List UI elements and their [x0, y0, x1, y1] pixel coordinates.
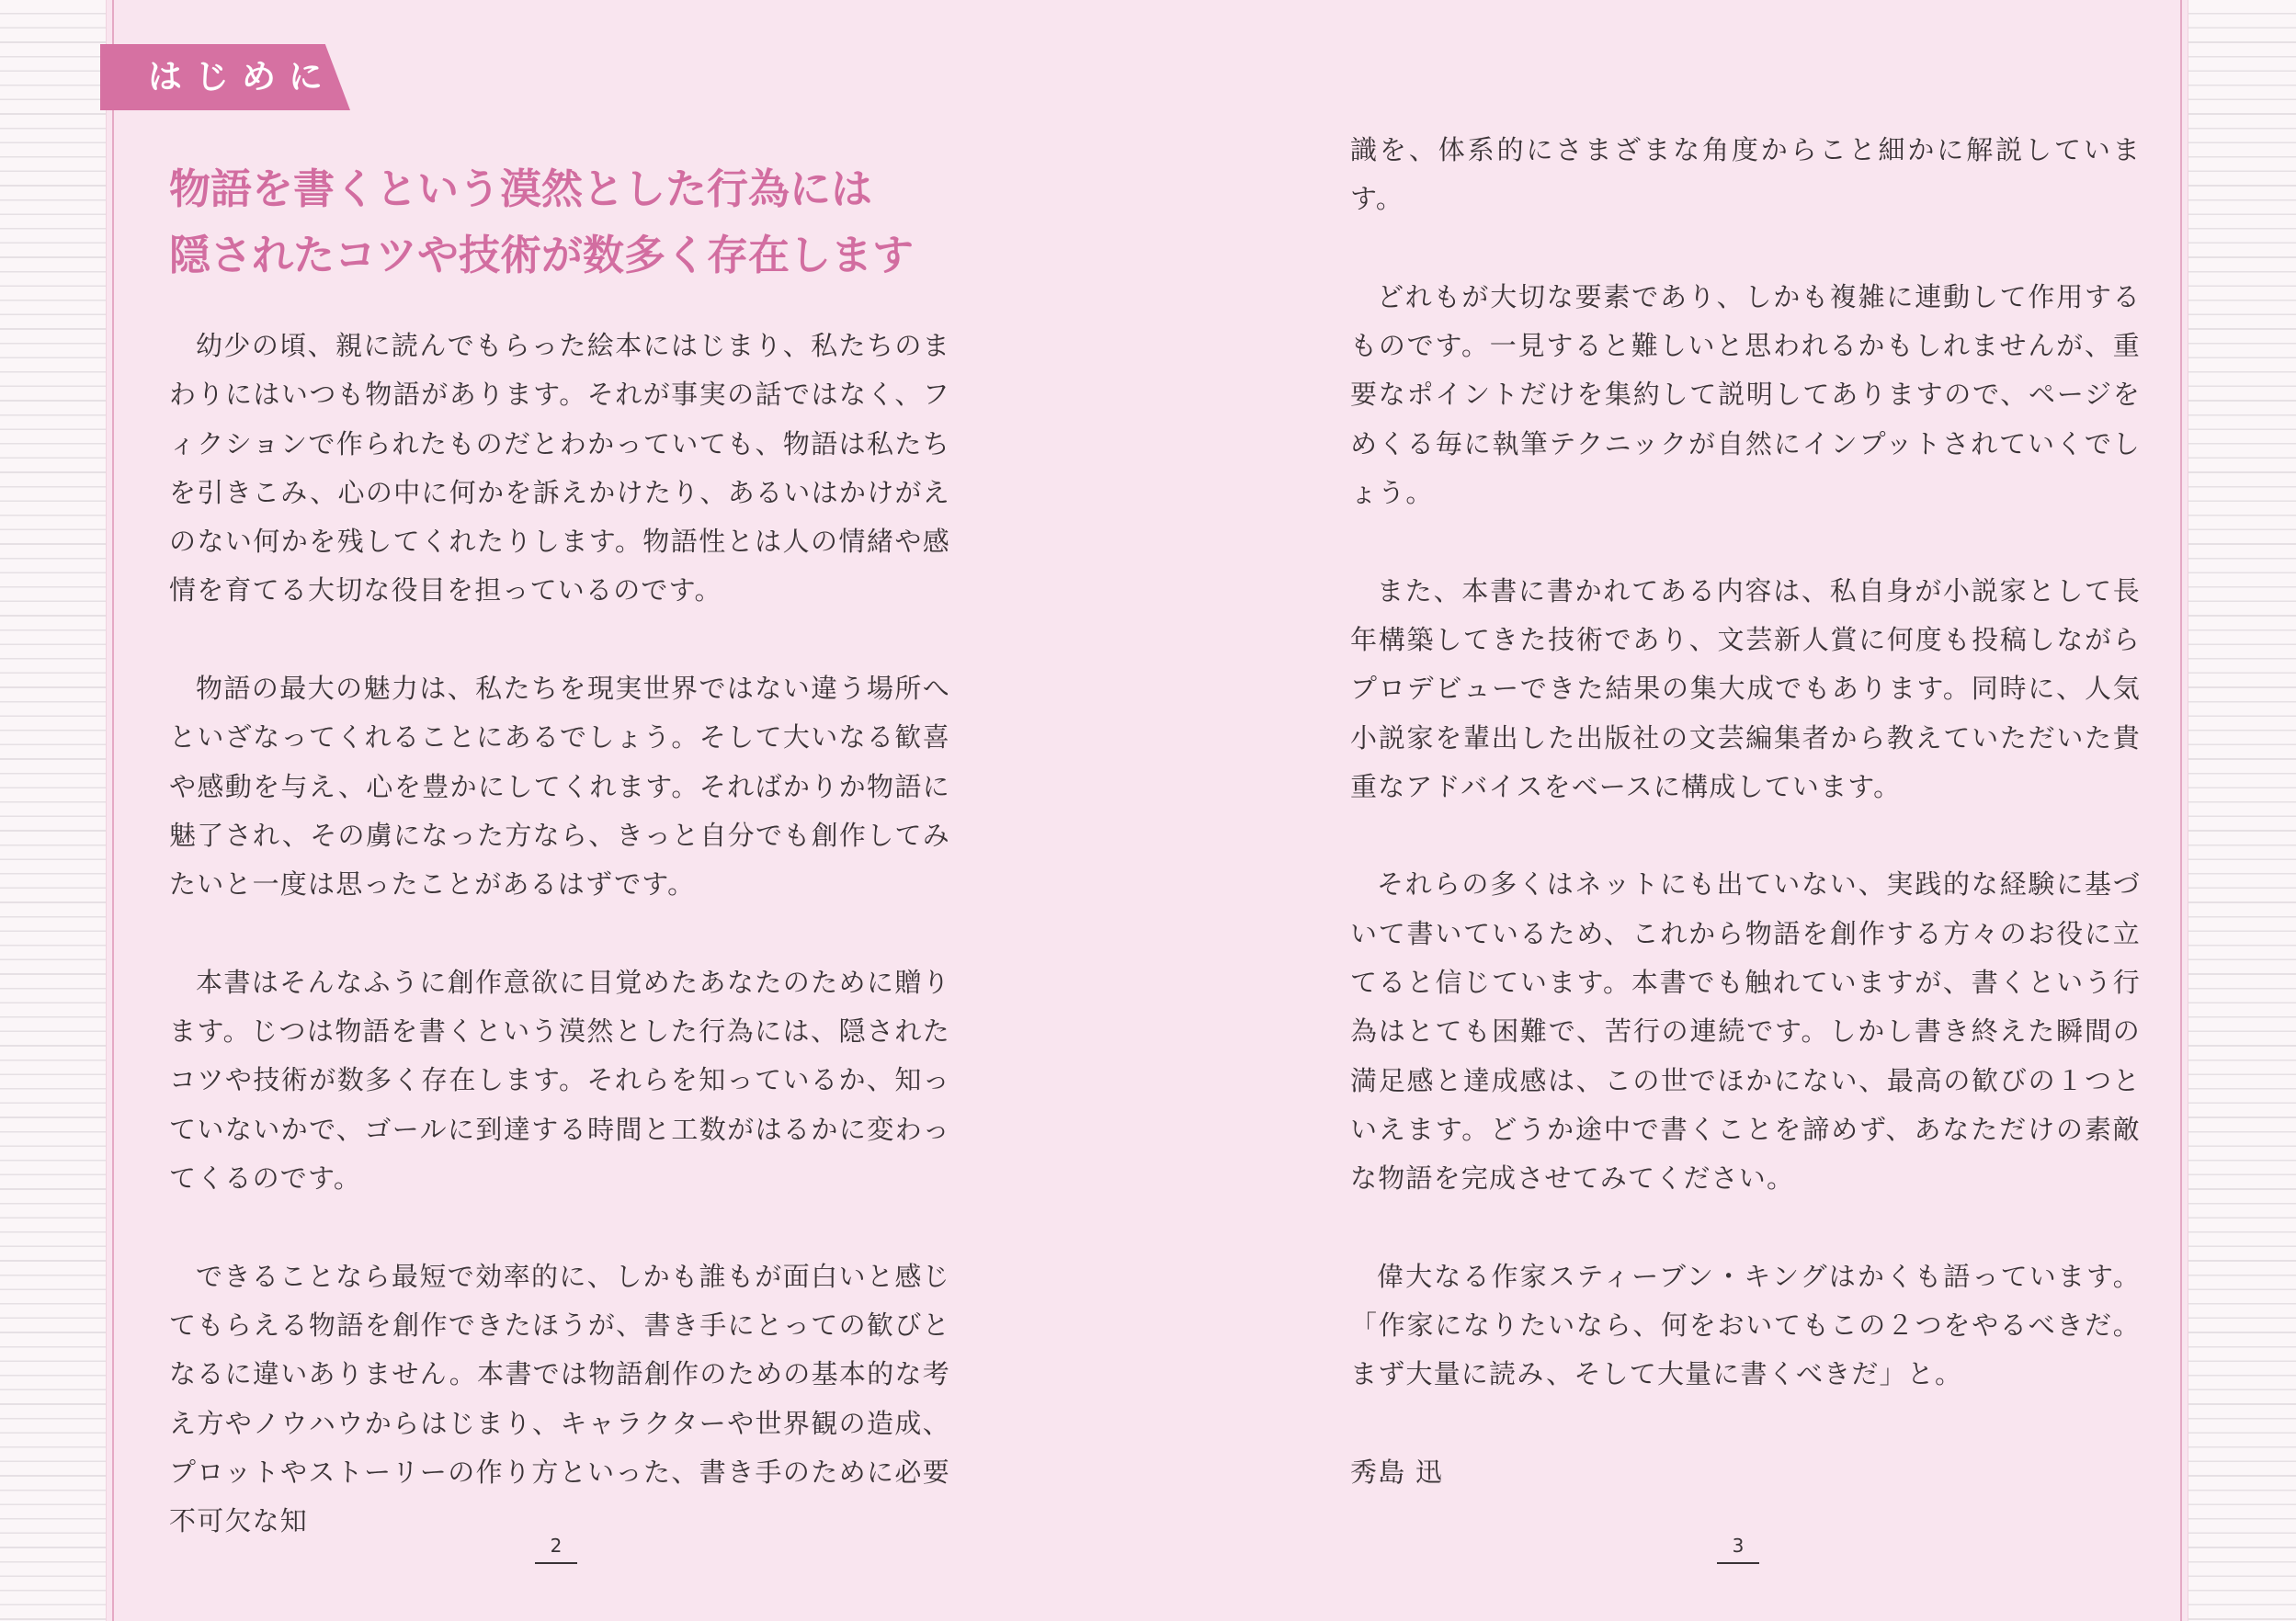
right-continuation: 識を、体系的にさまざまな角度からこと細かに解説しています。	[1350, 134, 2141, 215]
right-paragraph-4: 偉大なる作家スティーブン・キングはかくも語っています。「作家になりたいなら、何をおいてもこの２つをやるべきだ。まず大量に読み、そして大量に書くべきだ」と。	[1350, 1260, 2141, 1390]
left-page-body	[169, 322, 950, 1546]
page-number-right: 3	[1717, 1535, 1759, 1564]
right-paragraph-2: また、本書に書かれてある内容は、私自身が小説家として長年構築してきた技術であり、文芸新人賞に何度も投稿しながらプロデビューできた結果の集大成でもあります。同時に、人気小説家を輩出した出版社の文芸編集者から教えていただいた貴重なアドバイスをベースに構成しています。	[1350, 574, 2141, 802]
heading-line-2: 隠されたコツや技術が数多く存在します	[169, 231, 915, 279]
right-paragraph-3: それらの多くはネットにも出ていない、実践的な経験に基づいて書いているため、これから物語を創作する方々のお役に立てると信じています。本書でも触れていますが、書くという行為はとても困難で、苦行の連続です。しかし書き終えた瞬間の満足感と達成感は、この世でほかにない、最高の歓びの１つといえます。どうか途中で書くことを諦めず、あなただけの素敵な物語を完成させてみてください。	[1350, 868, 2141, 1195]
left-paragraph-2: 物語の最大の魅力は、私たちを現実世界ではない違う場所へといざなってくれることにあるでしょう。そして大いなる歓喜や感動を与え、心を豊かにしてくれます。そればかりか物語に魅了され、その虜になった方なら、きっと自分でも創作してみたいと一度は思ったことがあるはずです。	[169, 673, 950, 901]
left-edge-line	[112, 0, 114, 1621]
left-paragraph-1: 幼少の頃、親に読んでもらった絵本にはじまり、私たちのまわりにはいつも物語があります。それが事実の話ではなく、フィクションで作られたものだとわかっていても、物語は私たちを引きこみ、心の中に何かを訴えかけたり、あるいはかけがえのない何かを残してくれたりします。物語性とは人の情緒や感情を育てる大切な役目を担っているのです。	[169, 330, 950, 606]
right-page-body	[1350, 126, 2141, 1547]
author-signature: 秀島 迅	[1350, 1457, 1444, 1489]
left-paragraph-4: できることなら最短で効率的に、しかも誰もが面白いと感じてもらえる物語を創作できたほうが、書き手にとっての歓びとなるに違いありません。本書では物語創作のための基本的な考え方やノウハウからはじまり、キャラクターや世界観の造成、プロットやストーリーの作り方といった、書き手のために必要不可欠な知	[169, 1260, 950, 1537]
right-edge-line	[2180, 0, 2182, 1621]
right-paragraph-1: どれもが大切な要素であり、しかも複雑に連動して作用するものです。一見すると難しいと思われるかもしれませんが、重要なポイントだけを集約して説明してありますので、ページをめくる毎に執筆テクニックが自然にインプットされていくでしょう。	[1350, 280, 2141, 509]
page-heading	[169, 156, 914, 289]
heading-line-1: 物語を書くという漠然とした行為には	[169, 164, 873, 213]
left-paragraph-3: 本書はそんなふうに創作意欲に目覚めたあなたのために贈ります。じつは物語を書くという漠然とした行為には、隠されたコツや技術が数多く存在します。それらを知っているか、知っていないかで、ゴールに到達する時間と工数がはるかに変わってくるのです。	[169, 966, 950, 1195]
section-tab-label: はじめに	[148, 57, 335, 96]
page-number-left: 2	[535, 1535, 577, 1564]
